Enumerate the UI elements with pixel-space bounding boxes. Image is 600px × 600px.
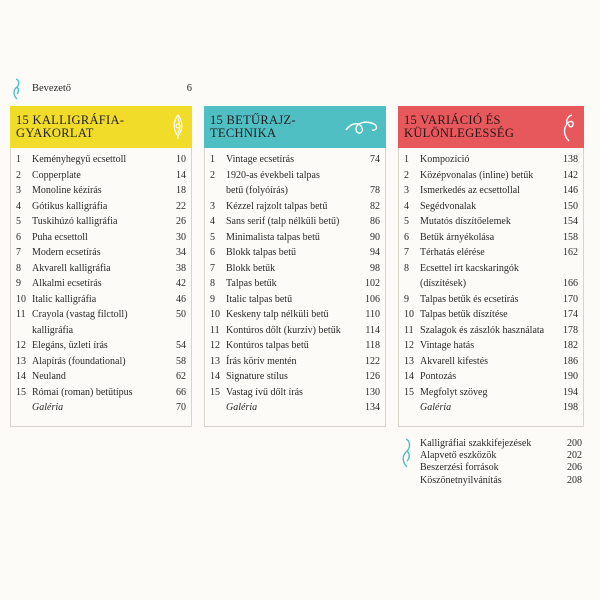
- entry-page-number: 206: [567, 462, 582, 474]
- toc-entry[interactable]: [11, 292, 191, 308]
- toc-entry[interactable]: [11, 183, 191, 199]
- appendix-entry[interactable]: [398, 462, 584, 474]
- toc-entry[interactable]: [399, 292, 583, 308]
- toc-entry[interactable]: [11, 385, 191, 401]
- entry-page-number: 162: [563, 247, 578, 258]
- entry-page-number: 178: [563, 324, 578, 336]
- entry-page-number: 106: [365, 293, 380, 305]
- toc-entry[interactable]: [205, 385, 385, 401]
- toc-entry[interactable]: [205, 292, 385, 308]
- entry-label: (díszítések): [420, 278, 467, 289]
- entry-page-number: 182: [563, 340, 578, 351]
- entry-number: 9: [210, 293, 215, 305]
- entry-number: 13: [404, 355, 414, 367]
- toc-entry[interactable]: [205, 230, 385, 246]
- appendix-entries: [398, 438, 584, 487]
- entry-number: [399, 400, 420, 416]
- section-title: 15 KALLIGRÁFIA- GYAKORLAT: [16, 113, 125, 140]
- entry-page-number: 194: [563, 386, 578, 398]
- gallery-entry[interactable]: [11, 400, 191, 416]
- entry-number: 15: [404, 386, 414, 398]
- toc-entry[interactable]: [11, 307, 191, 338]
- entry-label: Térhatás elérése: [420, 247, 485, 258]
- entry-number: 8: [16, 262, 21, 274]
- entry-label: Galéria: [32, 402, 64, 413]
- entry-page-number: 142: [563, 169, 578, 181]
- entry-page-number: 90: [370, 231, 380, 243]
- entry-page-number: 158: [563, 231, 578, 243]
- entry-number: 11: [16, 309, 26, 320]
- toc-entry[interactable]: [399, 323, 583, 339]
- entry-page-number: [554, 261, 583, 277]
- entry-page-number: 198: [563, 402, 578, 413]
- entry-number: 1: [16, 154, 21, 165]
- entry-page-number: 186: [563, 355, 578, 367]
- toc-entry[interactable]: [205, 261, 385, 277]
- appendix-entry[interactable]: [398, 475, 584, 487]
- entry-label: Akvarell kalligráfia: [32, 262, 111, 274]
- entry-page-number: 94: [370, 247, 380, 258]
- entry-number: 3: [404, 185, 409, 196]
- entry-number: 4: [404, 200, 409, 212]
- toc-entry[interactable]: [399, 369, 583, 385]
- entry-label: Vastag ívű dőlt írás: [226, 386, 303, 398]
- entry-page-number: 138: [563, 154, 578, 165]
- entry-page-number: 34: [176, 247, 186, 258]
- entry-number: 8: [210, 278, 215, 289]
- entry-label: Ecsettel írt kacskaringók: [420, 262, 519, 274]
- teal-swirl-icon: [10, 78, 24, 100]
- entry-number: [11, 400, 32, 416]
- toc-entry[interactable]: [399, 199, 583, 215]
- toc-entry[interactable]: [11, 230, 191, 246]
- entry-number: 2: [16, 169, 21, 181]
- toc-entry[interactable]: [399, 276, 583, 292]
- entry-page-number: [356, 168, 385, 184]
- entry-number: 5: [404, 216, 409, 227]
- entry-number: 3: [210, 200, 215, 212]
- entry-number: 1: [210, 154, 215, 165]
- entry-label: Talpas betűk: [226, 278, 277, 289]
- entry-page-number: 190: [563, 371, 578, 382]
- entry-label: Alapírás (foundational): [32, 355, 126, 367]
- entry-label: Elegáns, üzleti írás: [32, 340, 108, 351]
- toc-entry[interactable]: [205, 245, 385, 261]
- entry-label: Minimalista talpas betű: [226, 231, 320, 243]
- entry-number: 14: [16, 371, 26, 382]
- entry-page-number: 174: [563, 309, 578, 320]
- toc-entry[interactable]: [205, 307, 385, 323]
- section-calligraphy: [10, 106, 192, 427]
- intro-page-number: 6: [186, 83, 192, 94]
- entry-page-number: 126: [365, 371, 380, 382]
- section-title: 15 BETŰRAJZ- TECHNIKA: [210, 113, 296, 140]
- entry-label: Középvonalas (inline) betűk: [420, 169, 534, 181]
- intro-entry[interactable]: [10, 80, 192, 100]
- gallery-entry[interactable]: [205, 400, 385, 416]
- entry-number: [205, 183, 226, 199]
- entry-number: 15: [210, 386, 220, 398]
- entry-label: Monoline kézírás: [32, 185, 102, 196]
- entry-page-number: 14: [176, 169, 186, 181]
- entry-number: 6: [16, 231, 21, 243]
- gallery-entry[interactable]: [399, 400, 583, 416]
- entry-page-number: 66: [176, 386, 186, 398]
- entry-page-number: 78: [370, 185, 380, 196]
- entry-page-number: 200: [567, 438, 582, 449]
- entry-number: 7: [210, 262, 215, 274]
- toc-entry[interactable]: [11, 369, 191, 385]
- entry-label: Sans serif (talp nélküli betű): [226, 216, 340, 227]
- entry-page-number: 70: [176, 402, 186, 413]
- entry-page-number: 82: [370, 200, 380, 212]
- flourish-ornament-icon: [344, 114, 380, 138]
- entry-page-number: 62: [176, 371, 186, 382]
- entry-page-number: 30: [176, 231, 186, 243]
- toc-entry[interactable]: [11, 214, 191, 230]
- entry-number: 7: [16, 247, 21, 258]
- toc-entry[interactable]: [205, 152, 385, 168]
- entry-number: 11: [404, 324, 414, 336]
- entry-page-number: 98: [370, 262, 380, 274]
- toc-entry[interactable]: [205, 323, 385, 339]
- entry-number: 15: [16, 386, 26, 398]
- entry-page-number: 208: [567, 474, 582, 486]
- entry-label: Kontúros dőlt (kurzív) betűk: [226, 324, 341, 336]
- appendix-list: [398, 438, 584, 487]
- teal-swirl-icon: [400, 438, 414, 468]
- entry-number: 5: [16, 216, 21, 227]
- entry-number: 8: [404, 262, 409, 274]
- section-variations: [398, 106, 584, 427]
- toc-entry[interactable]: [399, 152, 583, 168]
- entry-page-number: 58: [176, 355, 186, 367]
- entry-number: [205, 400, 226, 416]
- entry-label: Akvarell kifestés: [420, 355, 489, 367]
- toc-entry[interactable]: [399, 261, 583, 277]
- entry-page-number: 110: [365, 309, 380, 320]
- entry-label: Köszönetnyilvánítás: [420, 474, 502, 486]
- entry-number: 6: [210, 247, 215, 258]
- entry-label: Tuskihúzó kalligráfia: [32, 216, 118, 227]
- section-title: 15 VARIÁCIÓ ÉS KÜLÖNLEGESSÉG: [404, 113, 515, 140]
- entry-label: 1920-as évekbeli talpas: [226, 169, 320, 181]
- toc-entry[interactable]: [11, 199, 191, 215]
- entry-number: 2: [404, 169, 409, 181]
- entry-number: 2: [210, 169, 215, 181]
- entry-page-number: 38: [176, 262, 186, 274]
- entry-page-number: 54: [176, 340, 186, 351]
- leaf-ornament-icon: [170, 114, 186, 140]
- entry-number: 1: [404, 154, 409, 165]
- entry-page-number: 10: [176, 154, 186, 165]
- entry-label: Alapvető eszközök: [420, 450, 497, 462]
- entry-label: Segédvonalak: [420, 200, 477, 212]
- toc-entry[interactable]: [399, 307, 583, 323]
- entry-number: 9: [404, 293, 409, 305]
- entry-label: Alkalmi ecsetírás: [32, 278, 102, 289]
- section-lettering: [204, 106, 386, 427]
- toc-entry[interactable]: [399, 245, 583, 261]
- entry-label: Római (roman) betűtípus: [32, 386, 133, 398]
- toc-entry[interactable]: [399, 230, 583, 246]
- entry-label: Írás körív mentén: [226, 355, 297, 367]
- toc-entry[interactable]: [11, 261, 191, 277]
- entry-page-number: 122: [365, 355, 380, 367]
- section-header: [10, 106, 192, 148]
- entry-label: Galéria: [226, 402, 258, 413]
- section-entry-list: [10, 148, 192, 427]
- toc-entry[interactable]: [399, 354, 583, 370]
- toc-entry[interactable]: [399, 183, 583, 199]
- entry-number: 14: [210, 371, 220, 382]
- entry-number: 4: [16, 200, 21, 212]
- entry-label: Beszerzési források: [420, 462, 499, 474]
- entry-label: Blokk betűk: [226, 262, 276, 274]
- entry-number: 12: [404, 340, 414, 351]
- entry-page-number: 22: [176, 200, 186, 212]
- entry-label: Keskeny talp nélküli betű: [226, 309, 329, 320]
- entry-label: Kalligráfiai szakkifejezések: [420, 438, 532, 449]
- toc-entry[interactable]: [11, 276, 191, 292]
- toc-entry[interactable]: [399, 338, 583, 354]
- entry-label: Szalagok és zászlók használata: [420, 324, 545, 336]
- section-header: [398, 106, 584, 148]
- section-entry-list: [204, 148, 386, 427]
- entry-page-number: 154: [563, 216, 578, 227]
- toc-entry[interactable]: [205, 168, 385, 184]
- toc-entry[interactable]: [11, 338, 191, 354]
- curl-ornament-icon: [560, 114, 578, 142]
- entry-page-number: 134: [365, 402, 380, 413]
- entry-label: Gótikus kalligráfia: [32, 200, 108, 212]
- entry-label: Italic kalligráfia: [32, 293, 97, 305]
- entry-page-number: 42: [176, 278, 186, 289]
- entry-label: Crayola (vastag filctoll) kalligráfia: [32, 309, 128, 336]
- entry-number: 7: [404, 247, 409, 258]
- entry-label: Modern ecsetírás: [32, 247, 101, 258]
- entry-label: Talpas betűk díszítése: [420, 309, 508, 320]
- entry-label: Megfolyt szöveg: [420, 386, 488, 398]
- entry-page-number: 46: [176, 293, 186, 305]
- entry-label: Pontozás: [420, 371, 457, 382]
- entry-number: 9: [16, 278, 21, 289]
- entry-label: Copperplate: [32, 169, 81, 181]
- entry-label: Blokk talpas betű: [226, 247, 296, 258]
- toc-entry[interactable]: [11, 245, 191, 261]
- toc-entry[interactable]: [11, 354, 191, 370]
- entry-label: Mutatós díszítőelemek: [420, 216, 511, 227]
- entry-page-number: 74: [370, 154, 380, 165]
- toc-entry[interactable]: [399, 385, 583, 401]
- appendix-entry[interactable]: [398, 438, 584, 450]
- entry-label: Neuland: [32, 371, 66, 382]
- toc-entry[interactable]: [399, 168, 583, 184]
- entry-number: 10: [404, 309, 414, 320]
- entry-page-number: 102: [365, 278, 380, 289]
- toc-entry[interactable]: [205, 276, 385, 292]
- entry-label: Vintage ecsetírás: [226, 154, 294, 165]
- entry-label: Signature stílus: [226, 371, 288, 382]
- entry-page-number: 166: [563, 278, 578, 289]
- entry-number: 10: [210, 309, 220, 320]
- entry-number: 13: [16, 355, 26, 367]
- entry-label: Italic talpas betű: [226, 293, 293, 305]
- toc-entry[interactable]: [205, 338, 385, 354]
- entry-label: Ismerkedés az ecsettollal: [420, 185, 520, 196]
- entry-page-number: 170: [563, 293, 578, 305]
- entry-number: 5: [210, 231, 215, 243]
- entry-page-number: 130: [365, 386, 380, 398]
- entry-number: 3: [16, 185, 21, 196]
- section-header: [204, 106, 386, 148]
- section-entry-list: [398, 148, 584, 427]
- entry-page-number: 146: [563, 185, 578, 196]
- entry-number: 13: [210, 355, 220, 367]
- toc-entry[interactable]: [205, 199, 385, 215]
- toc-entry[interactable]: [205, 214, 385, 230]
- entry-number: [399, 276, 420, 292]
- entry-page-number: 202: [567, 450, 582, 462]
- entry-label: Vintage hatás: [420, 340, 475, 351]
- toc-entry[interactable]: [399, 214, 583, 230]
- entry-label: Talpas betűk és ecsetírás: [420, 293, 519, 305]
- entry-number: 6: [404, 231, 409, 243]
- entry-page-number: 150: [563, 200, 578, 212]
- entry-page-number: 50: [176, 309, 186, 320]
- entry-number: 11: [210, 324, 220, 336]
- toc-entry[interactable]: [11, 152, 191, 168]
- appendix-entry[interactable]: [398, 450, 584, 462]
- entry-label: Keményhegyű ecsettoll: [32, 154, 127, 165]
- toc-entry[interactable]: [205, 354, 385, 370]
- toc-entry[interactable]: [11, 168, 191, 184]
- entry-label: Kontúros talpas betű: [226, 340, 309, 351]
- entry-label: Betűk árnyékolása: [420, 231, 495, 243]
- entry-number: 4: [210, 216, 215, 227]
- entry-label: betű (folyóírás): [226, 185, 288, 196]
- entry-page-number: 26: [176, 216, 186, 227]
- entry-number: 12: [16, 340, 26, 351]
- entry-page-number: 114: [365, 324, 380, 336]
- entry-page-number: 118: [365, 340, 380, 351]
- entry-label: Kézzel rajzolt talpas betű: [226, 200, 328, 212]
- intro-label: Bevezető: [32, 83, 72, 94]
- entry-number: 12: [210, 340, 220, 351]
- entry-label: Kompozíció: [420, 154, 470, 165]
- toc-entry[interactable]: [205, 183, 385, 199]
- toc-entry[interactable]: [205, 369, 385, 385]
- entry-label: Galéria: [420, 402, 452, 413]
- entry-number: 10: [16, 293, 26, 305]
- entry-page-number: 86: [370, 216, 380, 227]
- entry-page-number: 18: [176, 185, 186, 196]
- entry-number: 14: [404, 371, 414, 382]
- entry-label: Puha ecsettoll: [32, 231, 88, 243]
